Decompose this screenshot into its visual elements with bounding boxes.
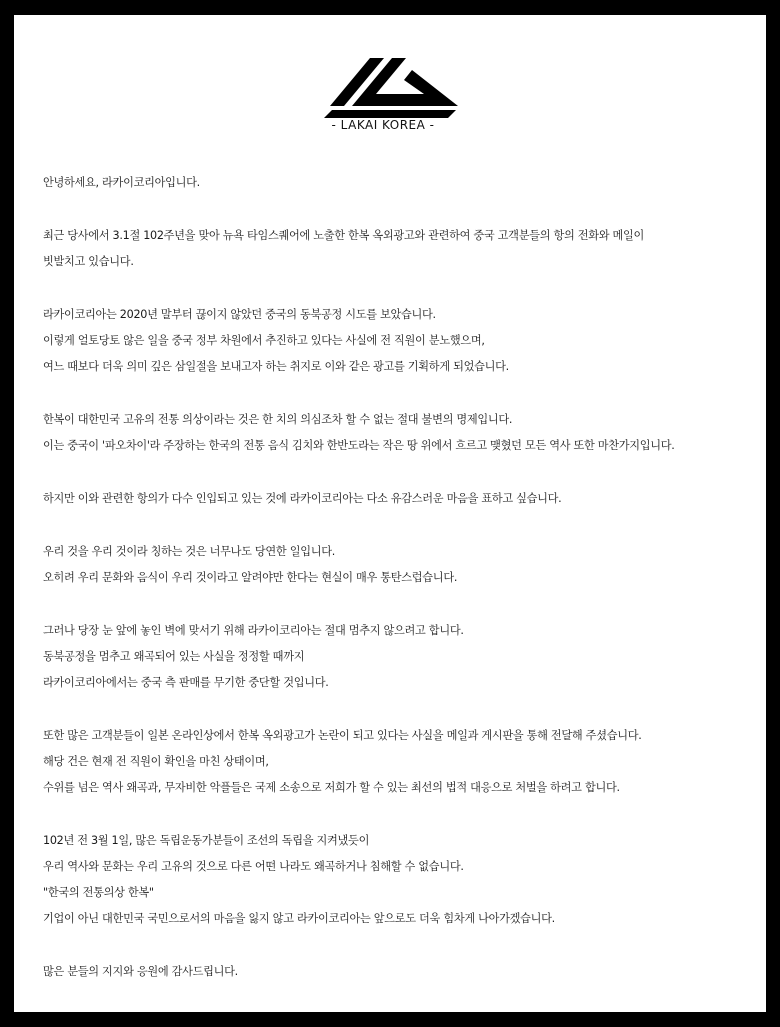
text-line: 여느 때보다 더욱 의미 깊은 삼일절을 보내고자 하는 취지로 이와 같은 광고를 기획하게 되었습니다. [43,360,509,373]
lakai-logo-mark [308,40,458,120]
text-line: 이렇게 얼토당토 않은 일을 중국 정부 차원에서 추진하고 있다는 사실에 전 직원이 분노했으며, [43,334,485,347]
paragraph-hanbok [43,407,743,459]
paragraph-ours [43,539,743,591]
paragraph-background [43,302,743,380]
paragraph-regret [43,486,743,512]
text-line: 이는 중국이 '파오차이'라 주장하는 한국의 전통 음식 김치와 한반도라는 작은 땅 위에서 흐르고 맺혔던 모든 역사 또한 마찬가지입니다. [43,439,675,452]
paragraph-legal [43,723,743,801]
text-line: 오히려 우리 문화와 음식이 우리 것이라고 알려야만 한다는 현실이 매우 통탄스럽습니다. [43,571,458,584]
text-line: 102년 전 3월 1일, 많은 독립운동가분들이 조선의 독립을 지켜냈듯이 [43,834,370,847]
text-line: 최근 당사에서 3.1절 102주년을 맞아 뉴욕 타임스퀘어에 노출한 한복 옥외광고와 관련하여 중국 고객분들의 항의 전화와 메일이 [43,229,645,242]
text-line: 빗발치고 있습니다. [43,255,134,268]
paragraph-stop-sales [43,618,743,696]
text-line: 그러나 당장 눈 앞에 놓인 벽에 맞서기 위해 라카이코리아는 절대 멈추지 않으려고 합니다. [43,624,464,637]
text-line: 해당 건은 현재 전 직원이 확인을 마친 상태이며, [43,755,269,768]
paragraph-greeting [43,170,743,196]
text-line: 동북공정을 멈추고 왜곡되어 있는 사실을 정정할 때까지 [43,650,305,663]
brand-name: - LAKAI KOREA - [331,118,435,132]
text-line: 라카이코리아는 2020년 말부터 끊이지 않았던 중국의 동북공정 시도를 보았습니다. [43,308,436,321]
paragraph-independence [43,828,743,932]
paragraph-thanks [43,959,743,985]
text-line: 라카이코리아에서는 중국 측 판매를 무기한 중단할 것입니다. [43,676,329,689]
text-line: 또한 많은 고객분들이 일본 온라인상에서 한복 옥외광고가 논란이 되고 있다는 사실을 메일과 게시판을 통해 전달해 주셨습니다. [43,729,642,742]
paragraph-intro [43,223,743,275]
text-line: 수위를 넘은 역사 왜곡과, 무자비한 악플들은 국제 소송으로 저희가 할 수 있는 최선의 법적 대응으로 처벌을 하려고 합니다. [43,781,620,794]
text-line: 안녕하세요, 라카이코리아입니다. [43,176,200,189]
text-line: 기업이 아닌 대한민국 국민으로서의 마음을 잃지 않고 라카이코리아는 앞으로도 더욱 힘차게 나아가겠습니다. [43,912,555,925]
letter-body [43,170,743,1012]
text-line: 우리 것을 우리 것이라 칭하는 것은 너무나도 당연한 일입니다. [43,545,335,558]
text-line: 한복이 대한민국 고유의 전통 의상이라는 것은 한 치의 의심조차 할 수 없는 절대 불변의 명제입니다. [43,413,513,426]
text-line: 많은 분들의 지지와 응원에 감사드립니다. [43,965,238,978]
text-line: 하지만 이와 관련한 항의가 다수 인입되고 있는 것에 라카이코리아는 다소 유감스러운 마음을 표하고 싶습니다. [43,492,562,505]
text-line: 우리 역사와 문화는 우리 고유의 것으로 다른 어떤 나라도 왜곡하거나 침해할 수 없습니다. [43,860,464,873]
lakai-logo-icon [308,40,458,150]
text-line: "한국의 전통의상 한복" [43,886,154,899]
